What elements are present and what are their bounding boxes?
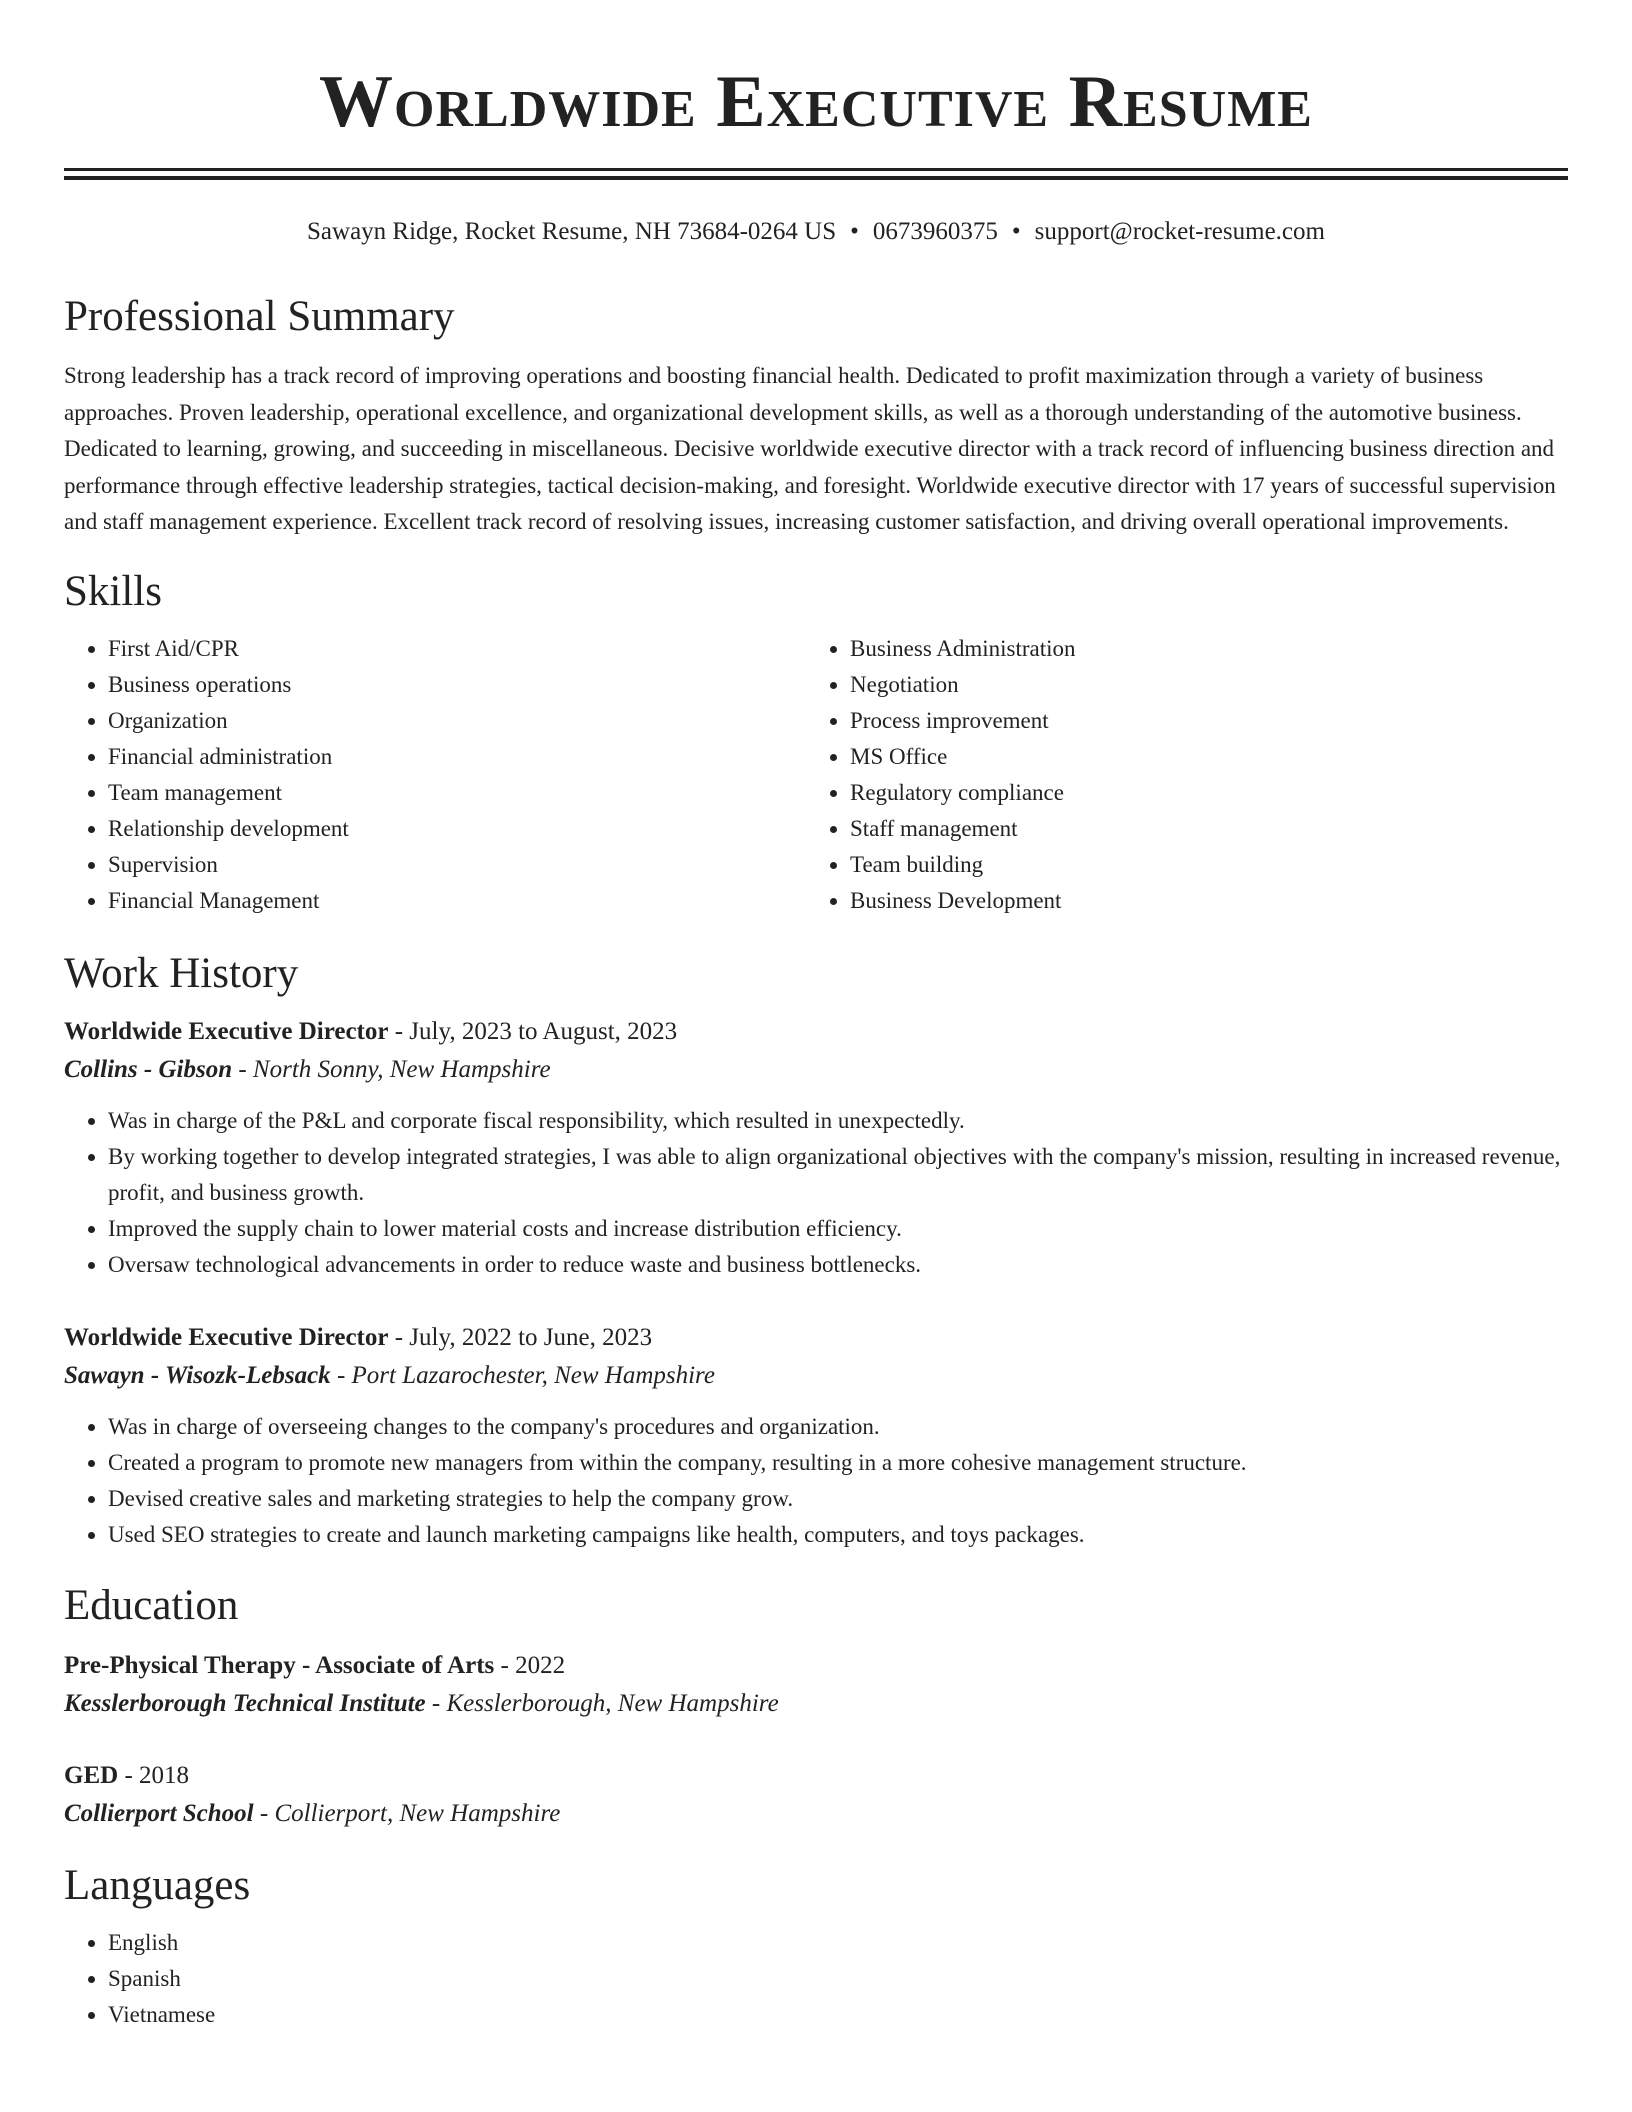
education-degree-line (64, 1647, 1568, 1685)
education-degree: Pre-Physical Therapy - Associate of Arts (64, 1651, 495, 1679)
job-dates: - July, 2023 to August, 2023 (388, 1017, 678, 1045)
education-school-line (64, 1795, 1568, 1833)
language-item: • English (108, 1925, 1568, 1961)
contact-separator: • (850, 218, 859, 245)
education-degree-line (64, 1757, 1568, 1795)
job-location: - Port Lazarochester, New Hampshire (330, 1361, 715, 1389)
languages-list (64, 1925, 1568, 2033)
job-company: Sawayn - Wisozk-Lebsack (64, 1361, 331, 1389)
job-duty: • Was in charge of the P&L and corporate fiscal responsibility, which resulted in unexpectedly. (108, 1103, 1568, 1139)
education-entry (64, 1647, 1568, 1723)
skill-item: • Process improvement (850, 703, 1548, 739)
skills-section (64, 565, 1568, 919)
summary-text: Strong leadership has a track record of improving operations and boosting financial health. Dedicated to profit maximization through a variety of business approaches. Proven leadership, operational excellence, and organizational development skills, as well as a thorough understanding of the automotive business. Dedicated to learning, growing, and succeeding in miscellaneous. Decisive worldwide executive director with a track record of influencing business direction and performance through effective leadership strategies, tactical decision-making, and foresight. Worldwide executive director with 17 years of successful supervision and staff management experience. Excellent track record of resolving issues, increasing customer satisfaction, and driving overall operational improvements. (64, 363, 1556, 534)
job-title-line (64, 1319, 1568, 1357)
job-duty: • Used SEO strategies to create and launch marketing campaigns like health, computers, and toys packages. (108, 1517, 1568, 1553)
skill-item: • Team management (108, 775, 806, 811)
language-item: • Spanish (108, 1961, 1568, 1997)
language-item: • Vietnamese (108, 1997, 1568, 2033)
skill-item: • Organization (108, 703, 806, 739)
skill-item: • Regulatory compliance (850, 775, 1548, 811)
job-company: Collins - Gibson (64, 1055, 233, 1083)
job-title: Worldwide Executive Director (64, 1017, 389, 1045)
skill-item: • Negotiation (850, 667, 1548, 703)
job-entry (64, 1013, 1568, 1283)
summary-section (64, 290, 1568, 541)
job-duty: • By working together to develop integrated strategies, I was able to align organizational objectives with the company's mission, resulting in increased revenue, profit, and business growth. (108, 1139, 1568, 1211)
languages-heading: Languages (64, 1861, 251, 1909)
education-year: - 2022 (494, 1651, 566, 1679)
work-history-heading: Work History (64, 949, 299, 997)
skill-item: • First Aid/CPR (108, 631, 806, 667)
education-location: - Kesslerborough, New Hampshire (425, 1689, 779, 1717)
job-duties-list (64, 1103, 1568, 1283)
job-duty: • Created a program to promote new managers from within the company, resulting in a more cohesive management structure. (108, 1445, 1568, 1481)
contact-separator: • (1011, 218, 1021, 245)
skill-item: • MS Office (850, 739, 1548, 775)
job-entry (64, 1319, 1568, 1553)
skill-item: • Business operations (108, 667, 806, 703)
job-title: Worldwide Executive Director (64, 1323, 389, 1351)
job-dates: - July, 2022 to June, 2023 (388, 1323, 653, 1351)
education-heading: Education (64, 1581, 239, 1629)
skill-item: • Business Administration (850, 631, 1548, 667)
skills-column-left (64, 631, 806, 919)
job-duty: • Oversaw technological advancements in order to reduce waste and business bottlenecks. (108, 1247, 1568, 1283)
education-location: - Collierport, New Hampshire (253, 1799, 561, 1827)
job-title-line (64, 1013, 1568, 1051)
skill-item: • Relationship development (108, 811, 806, 847)
job-duty: • Improved the supply chain to lower material costs and increase distribution efficiency. (108, 1211, 1568, 1247)
contact-address: Sawayn Ridge, Rocket Resume, NH 73684-0264 US (307, 218, 837, 245)
skills-grid (64, 631, 1568, 919)
skill-item: • Supervision (108, 847, 806, 883)
education-year: - 2018 (118, 1761, 190, 1789)
contact-line (64, 216, 1568, 248)
work-history-section (64, 947, 1568, 1553)
job-company-line (64, 1357, 1568, 1395)
education-school-line (64, 1685, 1568, 1723)
education-school: Kesslerborough Technical Institute (64, 1689, 426, 1717)
summary-heading: Professional Summary (64, 293, 455, 340)
job-location: - North Sonny, New Hampshire (232, 1055, 551, 1083)
skills-list-right (806, 631, 1548, 919)
skill-item: • Team building (850, 847, 1548, 883)
contact-email: support@rocket-resume.com (1034, 218, 1325, 245)
job-duty: • Devised creative sales and marketing strategies to help the company grow. (108, 1481, 1568, 1517)
contact-phone: 0673960375 (872, 218, 998, 245)
resume-title: Worldwide Executive Resume (319, 61, 1313, 143)
job-company-line (64, 1051, 1568, 1089)
education-entry (64, 1757, 1568, 1833)
job-duty: • Was in charge of overseeing changes to the company's procedures and organization. (108, 1409, 1568, 1445)
skill-item: • Business Development (850, 883, 1548, 919)
skills-heading: Skills (64, 567, 162, 615)
education-section (64, 1579, 1568, 1833)
skill-item: • Financial Management (108, 883, 806, 919)
skills-column-right (806, 631, 1548, 919)
skill-item: • Financial administration (108, 739, 806, 775)
skill-item: • Staff management (850, 811, 1548, 847)
skills-list-left (64, 631, 806, 919)
job-duties-list (64, 1409, 1568, 1553)
education-degree: GED (64, 1761, 119, 1789)
title-divider (64, 168, 1568, 180)
languages-section (64, 1859, 1568, 2033)
education-school: Collierport School (64, 1799, 254, 1827)
